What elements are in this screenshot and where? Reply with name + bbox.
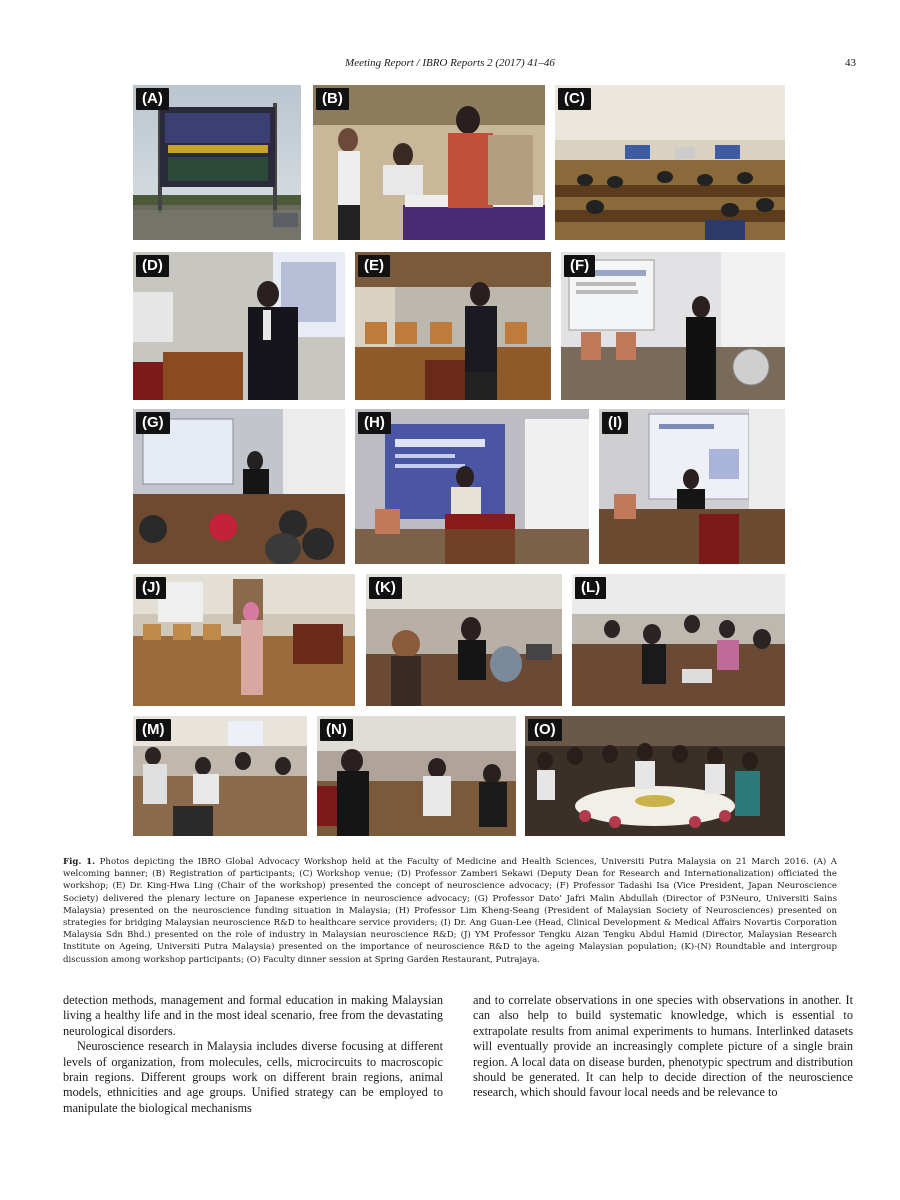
panel-label: (F) — [564, 255, 595, 277]
panel-label: (C) — [558, 88, 591, 110]
body-paragraph: and to correlate observations in one species with observations in another. It can also help to build systematic knowledge, which is essential to extrapolate results from animal experiments to humans. Interlinked datasets will eventually provide an increasingly complete picture of a single brain region. A local data on disease burden, phenotypic spectrum and distribution should be generated. It can help to decide direction of the neuroscience research, which should favour local needs and be relevance to — [473, 993, 853, 1100]
caption-text: Photos depicting the IBRO Global Advocacy Workshop held at the Faculty of Medicine and Health Sciences, Universiti Putra Malaysia on 21 March 2016. (A) A welcoming banner; (B) Registration of participants; (C) Workshop venue; (D) Professor Zamberi Sekawi (Deputy Dean for Research and Internationalization) officiated the workshop; (E) Dr. King-Hwa Ling (Chair of the workshop) presented the concept of neuroscience advocacy; (F) Professor Tadashi Isa (Vice President, Japan Neuroscience Society) delivered the plenary lecture on Japanese experience in neuroscience advocacy; (G) Professor Dato’ Jafri Malin Abdullah (Director of P3Neuro, Universiti Sains Malaysia) presented on the neuroscience funding situation in Malaysia; (H) Professor Lim Kheng-Seang (President of Malaysian Society of Neurosciences) presented on strategies for bridging Malaysian neuroscience R&D to healthcare service providers; (I) Dr. Ang Guan-Lee (Head, Clinical Development & Medical Affairs Novartis Corporation Malaysia Sdn Bhd.) presented on the role of industry in Malaysian neuroscience R&D; (J) YM Professor Tengku Aizan Tengku Abdul Hamid (Director, Malaysian Research Institute on Ageing, Universiti Putra Malaysia) presented on the importance of neuroscience R&D to the ageing Malaysian population; (K)-(N) Roundtable and intergroup discussion among workshop participants; (O) Faculty dinner session at Spring Garden Restaurant, Putrajaya. — [63, 857, 837, 965]
photo-panel-f — [561, 252, 785, 400]
body-paragraph: Neuroscience research in Malaysia includes diverse focusing at different levels of organization, from molecules, cells, microcircuits to macroscopic brain regions. Different groups work on different brain regions, animal models, ethnicities and age groups. Unified strategy can be employed to manipulate the biological mechanisms — [63, 1039, 443, 1115]
body-column-left — [63, 993, 443, 1116]
photo-panel-j — [133, 574, 355, 706]
photo-panel-c — [555, 85, 785, 240]
panel-label: (E) — [358, 255, 390, 277]
caption-label: Fig. 1. — [63, 857, 96, 867]
photo-panel-g — [133, 409, 345, 564]
panel-label: (H) — [358, 412, 391, 434]
photo-panel-o — [525, 716, 785, 836]
photo-panel-a — [133, 85, 301, 240]
panel-label: (B) — [316, 88, 349, 110]
photo-panel-m — [133, 716, 307, 836]
panel-label: (O) — [528, 719, 562, 741]
panel-label: (L) — [575, 577, 606, 599]
photo-panel-k — [366, 574, 562, 706]
photo-panel-h — [355, 409, 589, 564]
panel-label: (I) — [602, 412, 628, 434]
panel-label: (G) — [136, 412, 170, 434]
running-title: Meeting Report / IBRO Reports 2 (2017) 41–46 — [345, 57, 555, 69]
panel-label: (J) — [136, 577, 166, 599]
panel-label: (D) — [136, 255, 169, 277]
body-paragraph: detection methods, management and formal education in making Malaysian living a healthy life and in the most ideal scenario, free from the devastating neurological disorders. — [63, 993, 443, 1038]
photo-panel-l — [572, 574, 785, 706]
panel-label: (M) — [136, 719, 171, 741]
panel-label: (K) — [369, 577, 402, 599]
photo-panel-e — [355, 252, 551, 400]
photo-panel-b — [313, 85, 545, 240]
body-column-right — [473, 993, 853, 1101]
photo-panel-i — [599, 409, 785, 564]
page-number: 43 — [845, 57, 856, 69]
panel-label: (N) — [320, 719, 353, 741]
photo-panel-n — [317, 716, 516, 836]
photo-panel-d — [133, 252, 345, 400]
panel-label: (A) — [136, 88, 169, 110]
figure-caption — [63, 856, 837, 966]
